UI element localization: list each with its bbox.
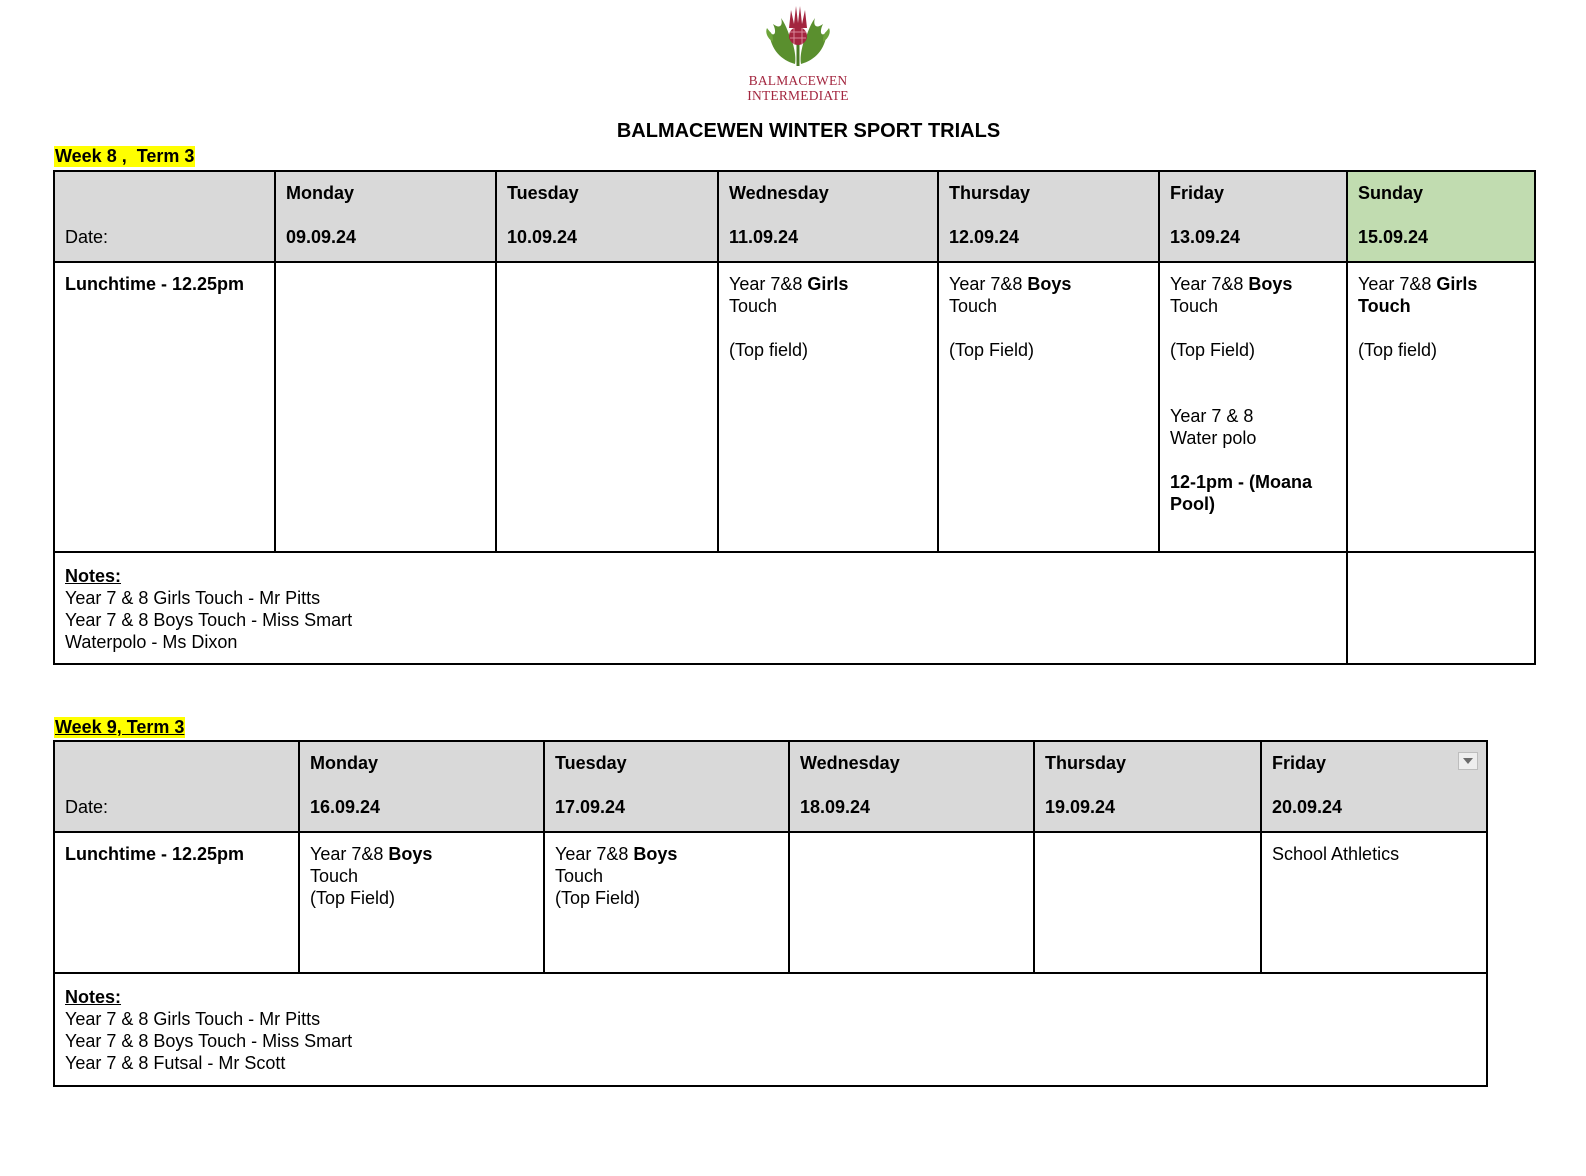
week8-notes-empty-cell [1347, 552, 1535, 664]
trial-venue: (Top field) [1358, 340, 1438, 360]
week8-tuesday-cell [496, 262, 718, 552]
week9-notes-row [54, 973, 1487, 1086]
trial-sport: Touch [310, 866, 359, 886]
note-line: Year 7 & 8 Boys Touch - Miss Smart [65, 1031, 353, 1051]
week8-wednesday-cell [718, 262, 938, 552]
trial-sport: Touch [1170, 296, 1219, 316]
trial-year: Year 7&8 [949, 274, 1028, 294]
week9-monday-header [299, 741, 544, 832]
week8-notes-cell [54, 552, 1347, 664]
note-line: Year 7 & 8 Girls Touch - Mr Pitts [65, 588, 321, 608]
week8-tuesday-header [496, 171, 718, 262]
week8-thursday-cell [938, 262, 1159, 552]
week8-sunday-cell [1347, 262, 1535, 552]
notes-title: Notes: [65, 566, 122, 586]
week9-header-row [54, 741, 1487, 832]
day-name: Thursday [949, 183, 1031, 203]
note-line: Year 7 & 8 Boys Touch - Miss Smart [65, 610, 353, 630]
notes-title: Notes: [65, 987, 122, 1007]
trial-venue: (Top Field) [1170, 340, 1256, 360]
day-name: Wednesday [729, 183, 829, 203]
trial-group: Boys [633, 844, 678, 864]
trial-group: Boys [388, 844, 433, 864]
trial-sport: Touch [729, 296, 778, 316]
trial-sport: Touch [1358, 296, 1411, 316]
day-name: Sunday [1358, 183, 1424, 203]
day-name: Friday [1170, 183, 1225, 203]
school-athletics-text: School Athletics [1272, 844, 1400, 864]
week8-header-row [54, 171, 1535, 262]
week9-tuesday-cell [544, 832, 789, 973]
trial-group: Girls [1436, 274, 1478, 294]
lunchtime-label: Lunchtime - 12.25pm [65, 844, 245, 864]
day-date: 18.09.24 [800, 797, 871, 817]
trial-year: Year 7&8 [555, 844, 634, 864]
day-name: Monday [286, 183, 355, 203]
trial-group: Girls [807, 274, 849, 294]
week9-notes-cell [54, 973, 1487, 1086]
note-line: Year 7 & 8 Girls Touch - Mr Pitts [65, 1009, 321, 1029]
week8-label: Week 8 , Term 3 [55, 146, 195, 166]
week8-monday-header [275, 171, 496, 262]
date-label-cell [54, 741, 299, 832]
day-date: 12.09.24 [949, 227, 1020, 247]
day-date: 09.09.24 [286, 227, 357, 247]
day-date: 17.09.24 [555, 797, 626, 817]
logo-text-line1: BALMACEWEN [748, 73, 848, 88]
week9-friday-cell [1261, 832, 1487, 973]
week9-tuesday-header [544, 741, 789, 832]
waterpolo-sport: Water polo [1170, 428, 1257, 448]
note-line: Year 7 & 8 Futsal - Mr Scott [65, 1053, 286, 1073]
trial-venue: (Top Field) [310, 888, 396, 908]
day-date: 19.09.24 [1045, 797, 1116, 817]
school-logo [742, 2, 854, 103]
week9-friday-header [1261, 741, 1487, 832]
trial-sport: Touch [555, 866, 604, 886]
trial-group: Boys [1027, 274, 1072, 294]
week8-notes-row [54, 552, 1535, 664]
waterpolo-year: Year 7 & 8 [1170, 406, 1254, 426]
trial-year: Year 7&8 [1358, 274, 1437, 294]
week9-wednesday-cell [789, 832, 1034, 973]
day-name: Wednesday [800, 753, 900, 773]
week9-thursday-cell [1034, 832, 1261, 973]
day-date: 15.09.24 [1358, 227, 1429, 247]
day-date: 20.09.24 [1272, 797, 1343, 817]
date-label: Date: [65, 797, 109, 817]
day-name: Thursday [1045, 753, 1127, 773]
waterpolo-time: 12-1pm - (Moana Pool) [1170, 472, 1313, 514]
date-label: Date: [65, 227, 109, 247]
week8-monday-cell [275, 262, 496, 552]
date-label-cell [54, 171, 275, 262]
week9-table [53, 740, 1488, 1087]
dropdown-arrow-icon[interactable] [1458, 752, 1478, 770]
week8-friday-cell [1159, 262, 1347, 552]
day-name: Tuesday [555, 753, 627, 773]
logo-text-line2: INTERMEDIATE [747, 88, 849, 103]
trial-venue: (Top field) [729, 340, 809, 360]
day-name: Monday [310, 753, 379, 773]
lunchtime-label: Lunchtime - 12.25pm [65, 274, 245, 294]
row-label-cell [54, 832, 299, 973]
day-date: 13.09.24 [1170, 227, 1241, 247]
week9-wednesday-header [789, 741, 1034, 832]
thistle-icon [759, 2, 837, 70]
week9-thursday-header [1034, 741, 1261, 832]
trial-year: Year 7&8 [729, 274, 808, 294]
week9-lunchtime-row [54, 832, 1487, 973]
day-name: Tuesday [507, 183, 579, 203]
trial-venue: (Top Field) [555, 888, 641, 908]
week9-label: Week 9, Term 3 [55, 717, 185, 737]
row-label-cell [54, 262, 275, 552]
week8-thursday-header [938, 171, 1159, 262]
note-line: Waterpolo - Ms Dixon [65, 632, 238, 652]
day-name: Friday [1272, 753, 1327, 773]
trial-sport: Touch [949, 296, 998, 316]
trial-year: Year 7&8 [310, 844, 389, 864]
week8-table [53, 170, 1536, 665]
week8-sunday-header [1347, 171, 1535, 262]
week9-monday-cell [299, 832, 544, 973]
trial-venue: (Top Field) [949, 340, 1035, 360]
week8-lunchtime-row [54, 262, 1535, 552]
day-date: 10.09.24 [507, 227, 578, 247]
week8-wednesday-header [718, 171, 938, 262]
page-title: BALMACEWEN WINTER SPORT TRIALS [616, 120, 1001, 142]
week8-friday-header [1159, 171, 1347, 262]
day-date: 16.09.24 [310, 797, 381, 817]
trial-year: Year 7&8 [1170, 274, 1249, 294]
day-date: 11.09.24 [729, 227, 799, 247]
trial-group: Boys [1248, 274, 1293, 294]
